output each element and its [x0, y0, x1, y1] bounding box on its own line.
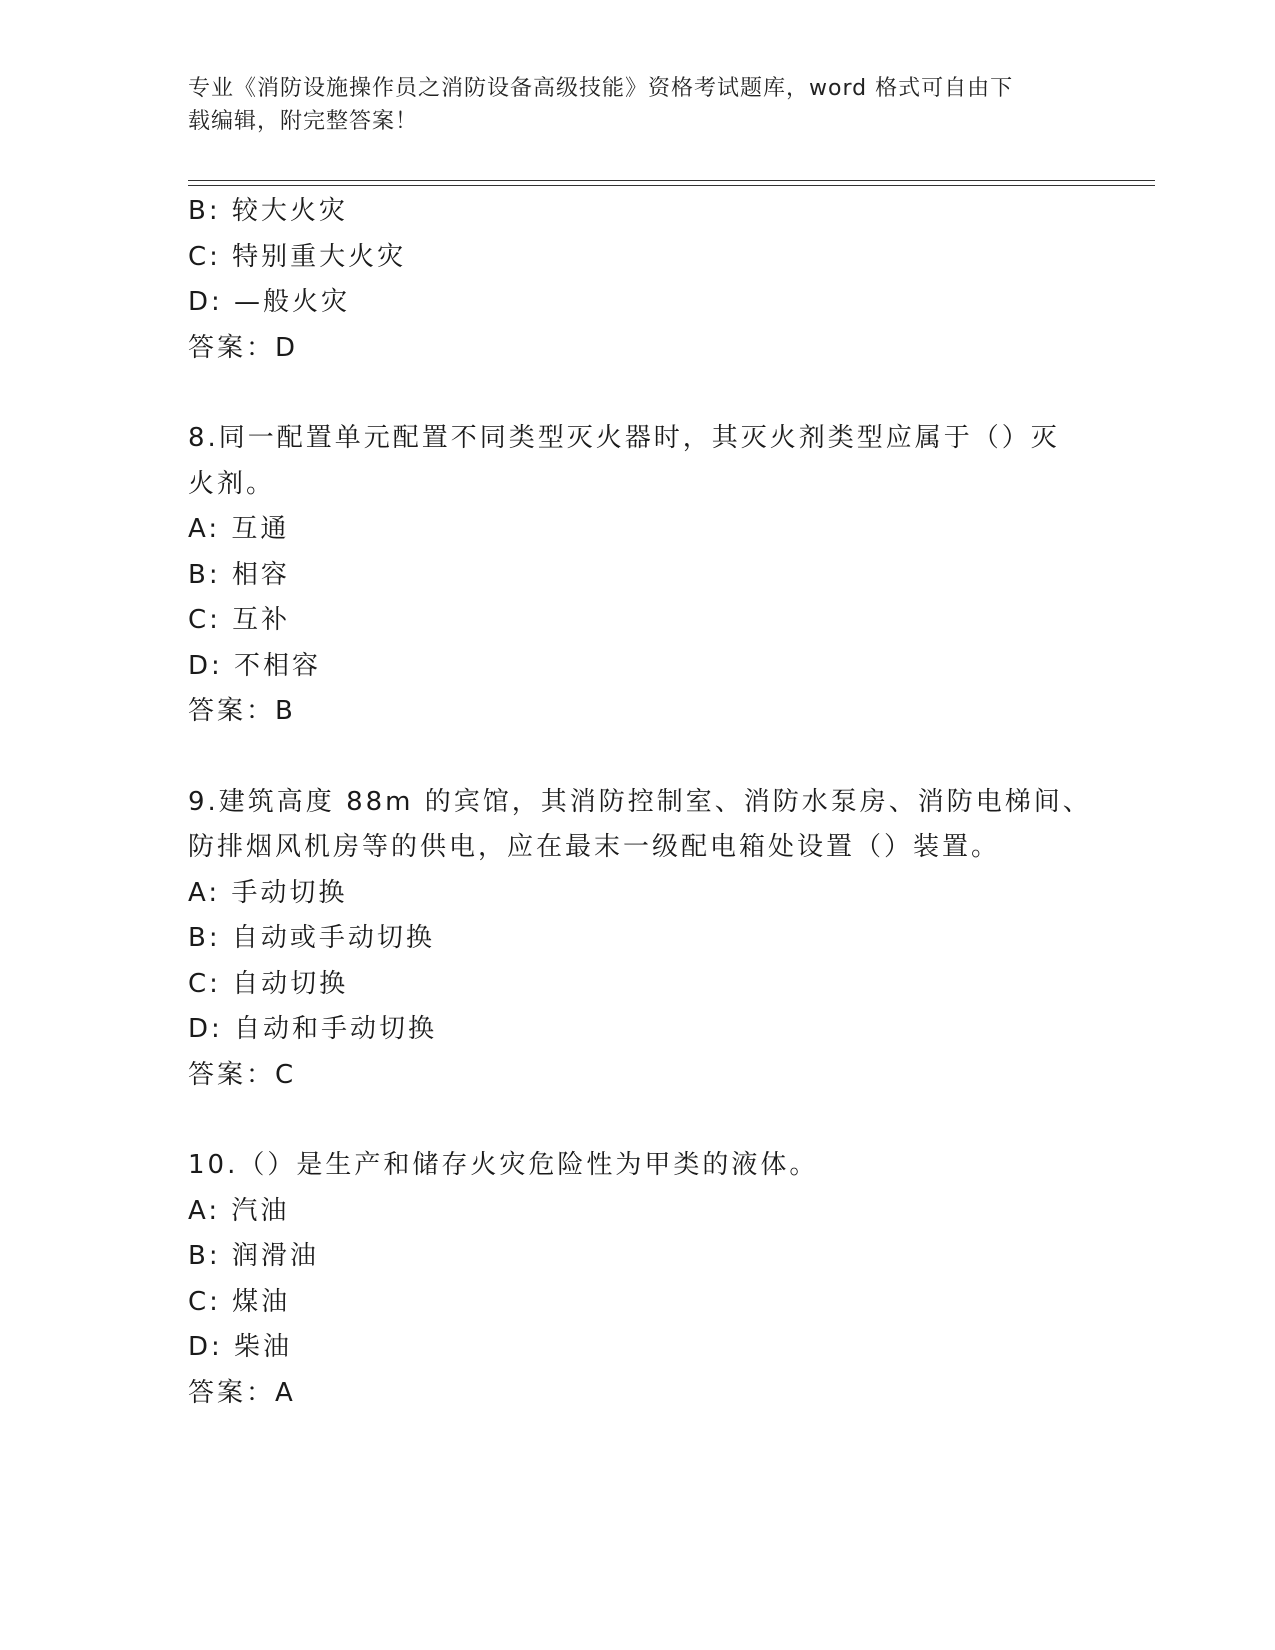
header-line-2: 载编辑，附完整答案！	[188, 109, 419, 134]
question-text: 防排烟风机房等的供电，应在最末一级配电箱处设置（）装置。	[188, 832, 1001, 862]
option-d: D: 不相容	[188, 650, 322, 681]
question-text: 8.同一配置单元配置不同类型灭火器时，其灭火剂类型应属于（）灭	[188, 423, 1060, 453]
option-a: A: 手动切换	[188, 877, 348, 908]
question-8	[188, 416, 1088, 735]
answer-line: 答案：C	[188, 1059, 297, 1090]
header-divider	[188, 180, 1155, 186]
option-b: B: 润滑油	[188, 1241, 319, 1271]
option-b: B: 自动或手动切换	[188, 923, 435, 953]
option-c: C: 煤油	[188, 1286, 291, 1317]
option-c: C: 自动切换	[188, 968, 349, 999]
question-9	[188, 780, 1092, 1099]
answer-line: 答案：B	[188, 696, 296, 726]
option-a: A: 互通	[188, 514, 290, 544]
page-header	[188, 72, 1088, 138]
option-c: C: 特别重大火灾	[188, 241, 407, 272]
option-d: D: —般火灾	[188, 287, 351, 317]
question-text: 火剂。	[188, 468, 276, 499]
option-d: D: 自动和手动切换	[188, 1014, 438, 1044]
option-a: A: 汽油	[188, 1195, 290, 1226]
question-text: 10.（）是生产和储存火灾危险性为甲类的液体。	[188, 1150, 819, 1180]
question-list	[188, 189, 1092, 1416]
option-b: B: 相容	[188, 559, 290, 590]
option-b: B: 较大火灾	[188, 196, 348, 226]
question-7-continued	[188, 189, 1088, 371]
option-d: D: 柴油	[188, 1332, 293, 1362]
answer-line: 答案：D	[188, 332, 299, 363]
question-text: 9.建筑高度 88m 的宾馆，其消防控制室、消防水泵房、消防电梯间、	[188, 786, 1092, 817]
answer-line: 答案：A	[188, 1377, 296, 1408]
option-c: C: 互补	[188, 605, 291, 635]
header-line-1: 专业《消防设施操作员之消防设备高级技能》资格考试题库，word 格式可自由下	[188, 76, 1014, 101]
question-10	[188, 1143, 1088, 1416]
